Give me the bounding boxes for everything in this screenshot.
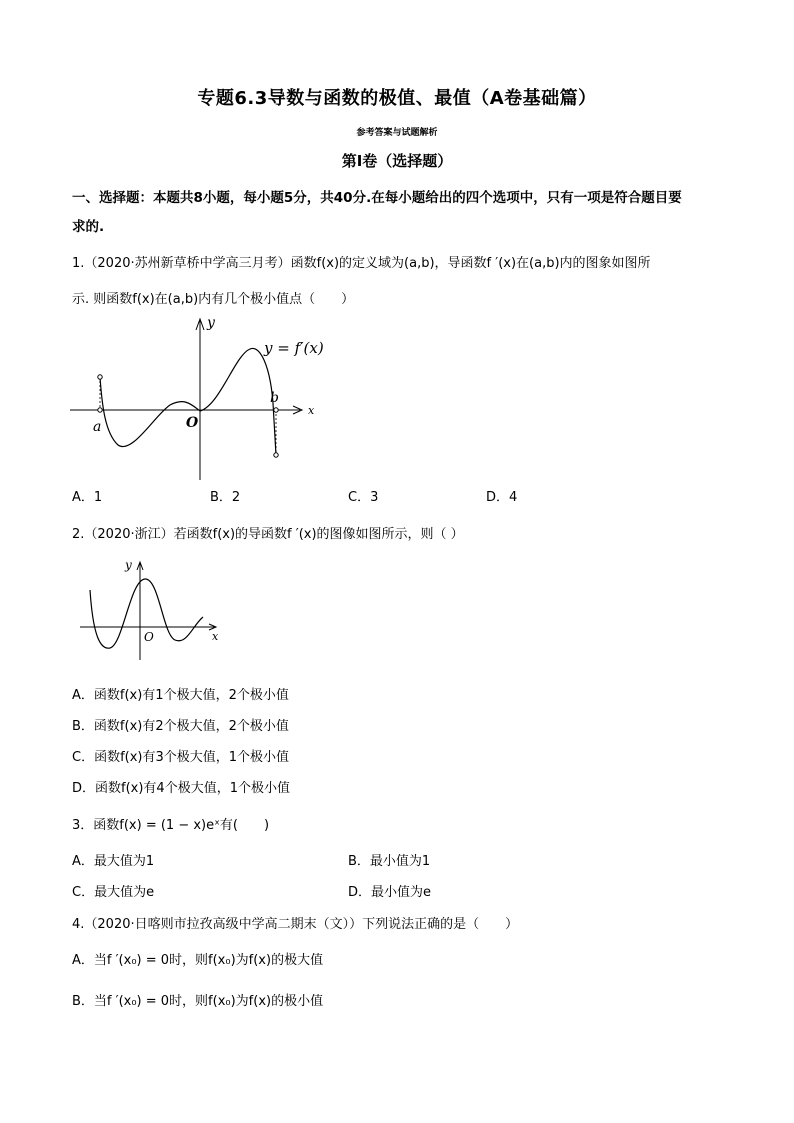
q1-line-1: 1.（2020·苏州新草桥中学高三月考）函数f(x)的定义域为(a,b)，导函数f ′(x)在(a,b)内的图象如图所	[72, 256, 651, 271]
q1-a-label: a	[93, 419, 102, 435]
q2-origin-label: O	[144, 630, 154, 644]
q1-curve-label: y = f′(x)	[264, 339, 324, 357]
q2-option-b[interactable]: B．函数f(x)有2个极大值，2个极小值	[72, 719, 289, 734]
page-title: 专题6.3导数与函数的极值、最值（A卷基础篇）	[197, 88, 597, 109]
q1-open-point-a	[98, 408, 102, 412]
q2-x-label: x	[212, 630, 219, 643]
q4-option-a[interactable]: A．当f ′(x₀) = 0时，则f(x₀)为f(x)的极大值	[72, 953, 324, 968]
q1-open-point-a-top	[98, 375, 102, 379]
q1-option-c[interactable]: C．3	[348, 490, 379, 505]
q1-option-b[interactable]: B．2	[210, 490, 241, 505]
q1-option-d[interactable]: D．4	[486, 490, 518, 505]
q4-line-1: 4.（2020·日喀则市拉孜高级中学高二期末（文））下列说法正确的是（ ）	[72, 917, 519, 932]
q2-line-1: 2.（2020·浙江）若函数f(x)的导函数f ′(x)的图像如图所示，则（ ）	[72, 527, 464, 542]
intro-line-2: 求的.	[72, 219, 105, 235]
q2-derivative-graph	[75, 555, 235, 665]
q1-curve	[100, 348, 276, 455]
q3-option-c[interactable]: C．最大值为e	[72, 885, 155, 900]
q1-option-a[interactable]: A．1	[72, 490, 103, 505]
q1-derivative-graph	[60, 305, 330, 485]
q3-option-b[interactable]: B．最小值为1	[348, 854, 431, 869]
q1-x-label: x	[308, 404, 315, 417]
q1-open-point-b	[274, 408, 278, 412]
q3-option-a[interactable]: A．最大值为1	[72, 854, 155, 869]
q3-option-d[interactable]: D．最小值为e	[348, 885, 432, 900]
section-heading: 第Ⅰ卷（选择题）	[341, 152, 453, 170]
q4-option-b[interactable]: B．当f ′(x₀) = 0时，则f(x₀)为f(x)的极小值	[72, 994, 324, 1009]
q1-line-2: 示. 则函数f(x)在(a,b)内有几个极小值点（ ）	[72, 292, 355, 307]
q2-option-a[interactable]: A．函数f(x)有1个极大值，2个极小值	[72, 688, 289, 703]
q2-option-c[interactable]: C．函数f(x)有3个极大值，1个极小值	[72, 750, 290, 765]
q1-origin-label: O	[186, 415, 199, 431]
intro-line-1: 一、选择题：本题共8小题，每小题5分，共40分.在每小题给出的四个选项中，只有一项是符合题目要	[72, 190, 682, 206]
q2-y-label: y	[125, 558, 132, 572]
q1-open-point-b-bottom	[274, 453, 278, 457]
q1-y-label: y	[207, 315, 215, 331]
q2-option-d[interactable]: D．函数f(x)有4个极大值，1个极小值	[72, 781, 290, 796]
q3-line-1: 3．函数f(x) = (1 − x)eˣ有( )	[72, 818, 270, 833]
page-subtitle: 参考答案与试题解析	[356, 128, 438, 138]
q1-b-label: b	[270, 390, 279, 406]
